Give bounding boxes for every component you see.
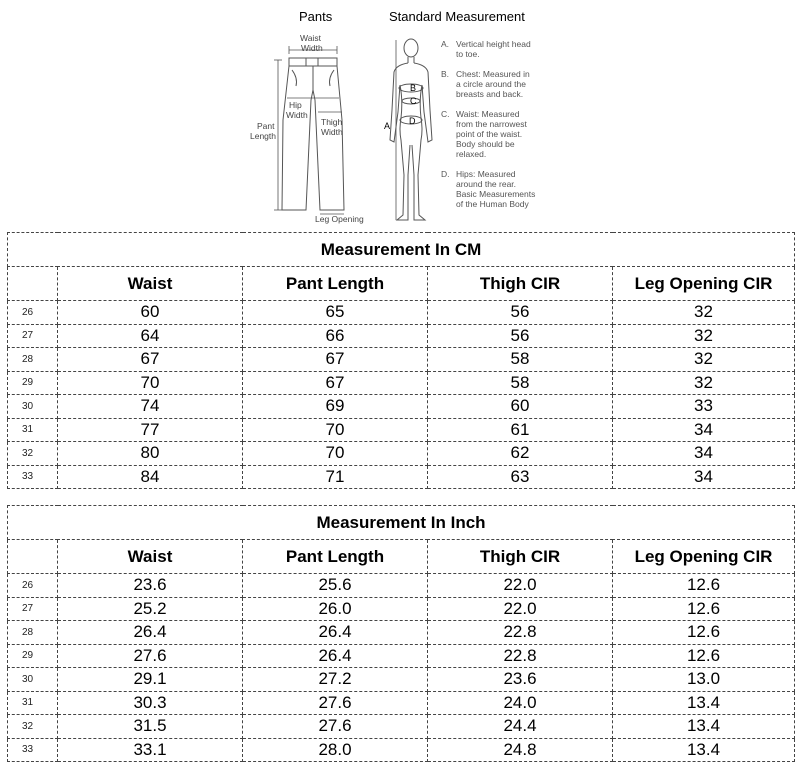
waist-cell: 64 xyxy=(58,324,243,348)
table-row xyxy=(8,371,795,395)
thigh-cir-cell: 58 xyxy=(428,371,613,395)
inch-table-title: Measurement In Inch xyxy=(8,506,795,540)
body-letter-b: B xyxy=(410,83,417,93)
pant-length-cell: 27.6 xyxy=(243,691,428,715)
pants-title: Pants xyxy=(299,9,333,24)
pant-length-cell: 27.2 xyxy=(243,668,428,692)
leg-opening-cir-cell: 34 xyxy=(613,418,795,442)
thigh-cir-cell: 23.6 xyxy=(428,668,613,692)
waist-width-label-line2: Width xyxy=(301,43,323,53)
svg-text:a circle around the: a circle around the xyxy=(456,79,526,89)
pant-length-cell: 67 xyxy=(243,371,428,395)
svg-text:Waist: Measured: Waist: Measured xyxy=(456,109,520,119)
thigh-width-label-line2: Width xyxy=(321,127,343,137)
table-row xyxy=(8,301,795,325)
body-letter-a: A xyxy=(384,121,391,131)
body-letter-d: D xyxy=(409,116,416,126)
body-illustration xyxy=(390,39,432,220)
size-cell: 26 xyxy=(8,574,58,598)
leg-opening-cir-cell: 12.6 xyxy=(613,621,795,645)
svg-text:D.: D. xyxy=(441,169,450,179)
waist-cell: 80 xyxy=(58,442,243,466)
size-cell: 26 xyxy=(8,301,58,325)
note-b xyxy=(441,69,530,99)
size-header-cell xyxy=(8,267,58,301)
pant-length-cell: 27.6 xyxy=(243,715,428,739)
thigh-cir-cell: 22.8 xyxy=(428,644,613,668)
waist-cell: 23.6 xyxy=(58,574,243,598)
svg-text:C.: C. xyxy=(441,109,450,119)
size-cell: 28 xyxy=(8,348,58,372)
leg-opening-cir-cell: 12.6 xyxy=(613,644,795,668)
leg-opening-cir-cell: 12.6 xyxy=(613,597,795,621)
cm-size-table xyxy=(7,232,795,489)
note-d xyxy=(441,169,535,209)
svg-text:of the Human Body: of the Human Body xyxy=(456,199,529,209)
header-waist: Waist xyxy=(58,267,243,301)
thigh-cir-cell: 22.0 xyxy=(428,574,613,598)
waist-cell: 25.2 xyxy=(58,597,243,621)
size-cell: 27 xyxy=(8,597,58,621)
pant-length-cell: 25.6 xyxy=(243,574,428,598)
leg-opening-cir-cell: 34 xyxy=(613,465,795,489)
header-leg-opening-cir: Leg Opening CIR xyxy=(613,540,795,574)
pant-length-label-line1: Pant xyxy=(257,121,275,131)
pant-length-cell: 67 xyxy=(243,348,428,372)
table-row xyxy=(8,574,795,598)
svg-text:to toe.: to toe. xyxy=(456,49,480,59)
size-cell: 27 xyxy=(8,324,58,348)
pant-length-cell: 70 xyxy=(243,418,428,442)
table-row xyxy=(8,668,795,692)
svg-text:breasts and back.: breasts and back. xyxy=(456,89,524,99)
size-cell: 32 xyxy=(8,442,58,466)
thigh-cir-cell: 56 xyxy=(428,324,613,348)
leg-opening-cir-cell: 32 xyxy=(613,371,795,395)
table-row xyxy=(8,442,795,466)
table-row xyxy=(8,691,795,715)
table-row xyxy=(8,418,795,442)
thigh-cir-cell: 58 xyxy=(428,348,613,372)
waist-cell: 77 xyxy=(58,418,243,442)
note-a xyxy=(441,39,531,59)
header-pant-length: Pant Length xyxy=(243,540,428,574)
svg-text:around the rear.: around the rear. xyxy=(456,179,517,189)
hip-width-label-line2: Width xyxy=(286,110,308,120)
pant-length-cell: 70 xyxy=(243,442,428,466)
size-cell: 33 xyxy=(8,738,58,762)
pant-length-cell: 65 xyxy=(243,301,428,325)
size-header-cell xyxy=(8,540,58,574)
size-cell: 29 xyxy=(8,371,58,395)
leg-opening-label: Leg Opening xyxy=(315,214,364,224)
pant-length-label-line2: Length xyxy=(250,131,276,141)
table-row xyxy=(8,465,795,489)
thigh-cir-cell: 24.8 xyxy=(428,738,613,762)
header-thigh-cir: Thigh CIR xyxy=(428,267,613,301)
waist-cell: 29.1 xyxy=(58,668,243,692)
svg-text:Body should be: Body should be xyxy=(456,139,515,149)
table-row xyxy=(8,738,795,762)
thigh-cir-cell: 22.0 xyxy=(428,597,613,621)
pant-length-cell: 26.4 xyxy=(243,621,428,645)
waist-cell: 27.6 xyxy=(58,644,243,668)
pant-length-cell: 28.0 xyxy=(243,738,428,762)
waist-cell: 26.4 xyxy=(58,621,243,645)
svg-text:point of the waist.: point of the waist. xyxy=(456,129,523,139)
size-cell: 33 xyxy=(8,465,58,489)
header-pant-length: Pant Length xyxy=(243,267,428,301)
note-c xyxy=(441,109,527,159)
leg-opening-cir-cell: 32 xyxy=(613,324,795,348)
size-cell: 32 xyxy=(8,715,58,739)
cm-table-title: Measurement In CM xyxy=(8,233,795,267)
thigh-cir-cell: 24.0 xyxy=(428,691,613,715)
table-row xyxy=(8,621,795,645)
table-row xyxy=(8,324,795,348)
thigh-cir-cell: 63 xyxy=(428,465,613,489)
waist-cell: 67 xyxy=(58,348,243,372)
thigh-cir-cell: 24.4 xyxy=(428,715,613,739)
size-cell: 30 xyxy=(8,668,58,692)
standard-measurement-title: Standard Measurement xyxy=(389,9,525,24)
leg-opening-cir-cell: 13.4 xyxy=(613,738,795,762)
size-cell: 29 xyxy=(8,644,58,668)
thigh-cir-cell: 61 xyxy=(428,418,613,442)
pant-length-cell: 71 xyxy=(243,465,428,489)
table-row xyxy=(8,395,795,419)
cm-header-row xyxy=(8,267,795,301)
pant-length-cell: 69 xyxy=(243,395,428,419)
pant-length-cell: 26.4 xyxy=(243,644,428,668)
thigh-cir-cell: 56 xyxy=(428,301,613,325)
waist-cell: 70 xyxy=(58,371,243,395)
thigh-cir-cell: 22.8 xyxy=(428,621,613,645)
svg-text:relaxed.: relaxed. xyxy=(456,149,487,159)
svg-text:from the narrowest: from the narrowest xyxy=(456,119,527,129)
hip-width-label-line1: Hip xyxy=(289,100,302,110)
table-row xyxy=(8,348,795,372)
table-row xyxy=(8,715,795,739)
leg-opening-cir-cell: 32 xyxy=(613,301,795,325)
svg-text:Hips: Measured: Hips: Measured xyxy=(456,169,516,179)
thigh-cir-cell: 60 xyxy=(428,395,613,419)
thigh-cir-cell: 62 xyxy=(428,442,613,466)
body-letter-c: C xyxy=(410,96,417,106)
waist-cell: 84 xyxy=(58,465,243,489)
size-cell: 30 xyxy=(8,395,58,419)
waist-cell: 31.5 xyxy=(58,715,243,739)
header-thigh-cir: Thigh CIR xyxy=(428,540,613,574)
thigh-width-label-line1: Thigh xyxy=(321,117,343,127)
pant-length-cell: 66 xyxy=(243,324,428,348)
svg-text:Chest: Measured in: Chest: Measured in xyxy=(456,69,530,79)
waist-cell: 33.1 xyxy=(58,738,243,762)
size-cell: 28 xyxy=(8,621,58,645)
leg-opening-cir-cell: 33 xyxy=(613,395,795,419)
table-row xyxy=(8,644,795,668)
leg-opening-cir-cell: 12.6 xyxy=(613,574,795,598)
waist-width-label-line1: Waist xyxy=(300,33,321,43)
inch-header-row xyxy=(8,540,795,574)
leg-opening-cir-cell: 13.0 xyxy=(613,668,795,692)
pant-length-cell: 26.0 xyxy=(243,597,428,621)
leg-opening-cir-cell: 34 xyxy=(613,442,795,466)
svg-text:Basic Measurements: Basic Measurements xyxy=(456,189,536,199)
leg-opening-cir-cell: 32 xyxy=(613,348,795,372)
size-cell: 31 xyxy=(8,418,58,442)
waist-cell: 60 xyxy=(58,301,243,325)
header-waist: Waist xyxy=(58,540,243,574)
header-leg-opening-cir: Leg Opening CIR xyxy=(613,267,795,301)
inch-size-table xyxy=(7,505,795,762)
leg-opening-cir-cell: 13.4 xyxy=(613,691,795,715)
leg-opening-cir-cell: 13.4 xyxy=(613,715,795,739)
waist-cell: 30.3 xyxy=(58,691,243,715)
table-row xyxy=(8,597,795,621)
svg-text:Vertical height head: Vertical height head xyxy=(456,39,531,49)
measurement-diagram xyxy=(0,0,800,230)
size-cell: 31 xyxy=(8,691,58,715)
svg-text:A.: A. xyxy=(441,39,450,49)
svg-text:B.: B. xyxy=(441,69,450,79)
waist-cell: 74 xyxy=(58,395,243,419)
